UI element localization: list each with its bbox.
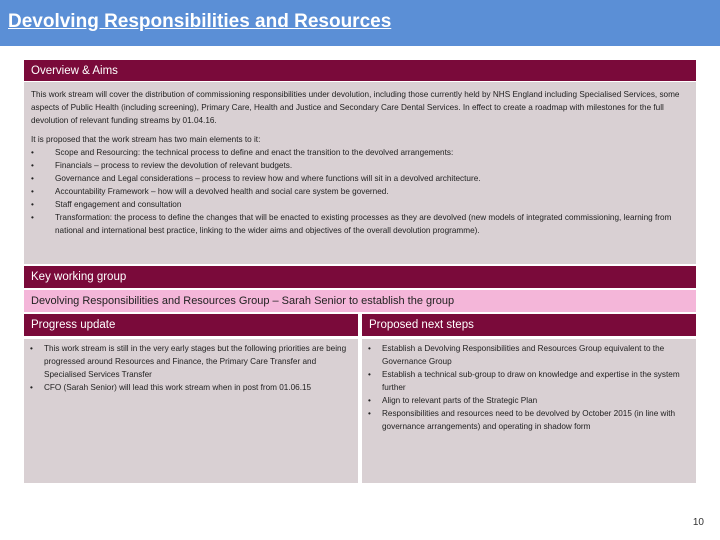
list-item: • Establish a technical sub-group to draw on knowledge and expertise in the system further xyxy=(368,370,680,392)
bullet-icon: • xyxy=(368,370,371,379)
list-item: • CFO (Sarah Senior) will lead this work stream when in post from 01.06.15 xyxy=(30,383,312,392)
progress-body xyxy=(24,339,358,483)
bullet-icon: • xyxy=(31,148,34,157)
overview-section xyxy=(24,60,696,264)
next-steps-list xyxy=(368,342,690,433)
list-item: • Staff engagement and consultation xyxy=(31,200,182,209)
overview-paragraph-2: It is proposed that the work stream has two main elements to it: xyxy=(31,135,261,144)
list-item: • Transformation: the process to define the changes that will be enacted to existing processes as they are devolved (new models of integrated commissioning, learning from national and international best practice, linking to the wider aims and objectives of the overall devolution programme). xyxy=(31,213,672,235)
title-bar xyxy=(0,0,720,46)
list-item: • Financials – process to review the devolution of relevant budgets. xyxy=(31,161,293,170)
working-group-text: Devolving Responsibilities and Resources Group – Sarah Senior to establish the group xyxy=(24,290,696,312)
working-group-header: Key working group xyxy=(24,266,696,288)
bullet-icon: • xyxy=(30,383,33,392)
overview-body xyxy=(24,82,696,264)
status-columns xyxy=(24,314,696,483)
next-steps-body xyxy=(362,339,696,483)
progress-list xyxy=(30,342,352,394)
working-group-section xyxy=(24,266,696,312)
bullet-icon: • xyxy=(30,344,33,353)
list-item: • Scope and Resourcing: the technical process to define and enact the transition to the devolved arrangements: xyxy=(31,148,454,157)
bullet-icon: • xyxy=(31,187,34,196)
list-item: • Align to relevant parts of the Strategic Plan xyxy=(368,396,538,405)
bullet-icon: • xyxy=(368,409,371,418)
progress-header: Progress update xyxy=(24,314,358,336)
bullet-icon: • xyxy=(31,200,34,209)
bullet-icon: • xyxy=(368,396,371,405)
list-item: • Establish a Devolving Responsibilities and Resources Group equivalent to the Governance Group xyxy=(368,344,665,366)
list-item: • Accountability Framework – how will a devolved health and social care system be governed. xyxy=(31,187,389,196)
overview-header: Overview & Aims xyxy=(24,60,696,81)
overview-paragraph-1: This work stream will cover the distribution of commissioning responsibilities under devolution, including those currently held by NHS England including Specialised Services, some aspects of Public Health (including screening), Primary Care, Health and Justice and Secondary Care Dental Services. In effect to create a roadmap with milestones for the full devolution of relevant funding streams by 01.04.16. xyxy=(31,90,680,125)
page-number: 10 xyxy=(692,517,704,528)
next-steps-column xyxy=(362,314,696,483)
list-item: • Responsibilities and resources need to be devolved by October 2015 (in line with governance arrangements) and operating in shadow form xyxy=(368,409,676,431)
overview-bullet-list xyxy=(31,146,689,237)
bullet-icon: • xyxy=(31,174,34,183)
list-item: • This work stream is still in the very early stages but the following priorities are being progressed around Resources and Finance, the Primary Care Transfer and Specialised Services Transfer xyxy=(30,344,347,379)
page-title: Devolving Responsibilities and Resources xyxy=(8,11,392,32)
bullet-icon: • xyxy=(31,161,34,170)
bullet-icon: • xyxy=(31,213,34,222)
next-steps-header: Proposed next steps xyxy=(362,314,696,336)
progress-column xyxy=(24,314,358,483)
bullet-icon: • xyxy=(368,344,371,353)
list-item: • Governance and Legal considerations – process to review how and where functions will sit in a devolved architecture. xyxy=(31,174,481,183)
